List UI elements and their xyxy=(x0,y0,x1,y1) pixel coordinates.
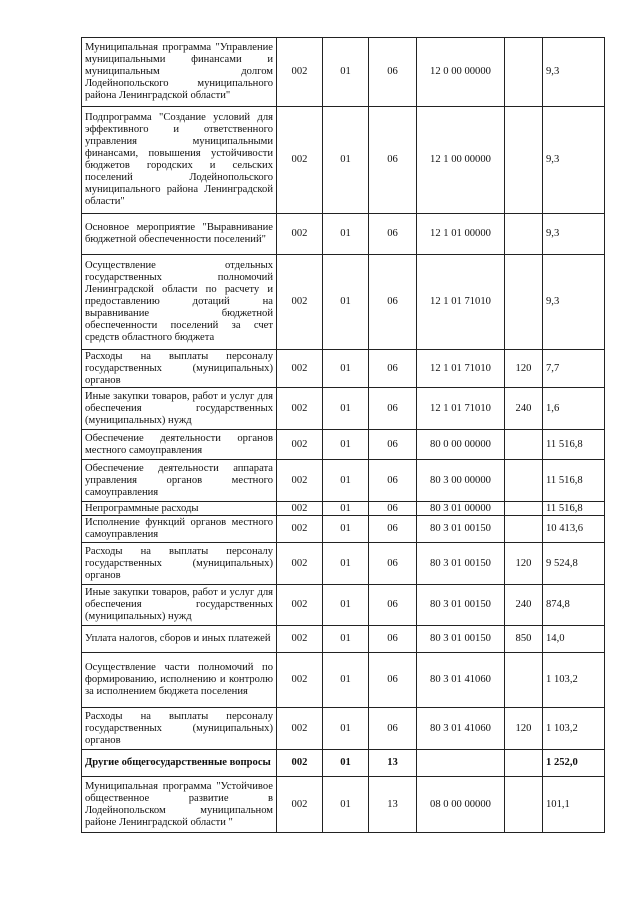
row-sum: 9,3 xyxy=(543,214,605,255)
row-ved: 002 xyxy=(277,543,323,585)
row-name: Обеспечение деятельности аппарата управления органов местного самоуправления xyxy=(82,460,277,502)
row-rz: 01 xyxy=(323,585,369,626)
table-row xyxy=(82,255,605,350)
row-sum: 7,7 xyxy=(543,350,605,388)
row-pr: 06 xyxy=(369,38,417,107)
row-pr: 13 xyxy=(369,750,417,777)
row-rz: 01 xyxy=(323,708,369,750)
table-row xyxy=(82,653,605,708)
table-row xyxy=(82,38,605,107)
row-rz: 01 xyxy=(323,350,369,388)
row-pr: 06 xyxy=(369,653,417,708)
table-row xyxy=(82,388,605,430)
row-vr xyxy=(505,214,543,255)
table-row xyxy=(82,350,605,388)
row-rz: 01 xyxy=(323,388,369,430)
row-ved: 002 xyxy=(277,107,323,214)
row-csr: 80 3 01 41060 xyxy=(417,653,505,708)
row-pr: 06 xyxy=(369,502,417,516)
row-sum: 9 524,8 xyxy=(543,543,605,585)
row-rz: 01 xyxy=(323,516,369,543)
budget-table xyxy=(81,37,605,833)
row-name: Исполнение функций органов местного самоуправления xyxy=(82,516,277,543)
row-ved: 002 xyxy=(277,388,323,430)
row-csr: 80 0 00 00000 xyxy=(417,430,505,460)
table-row xyxy=(82,626,605,653)
row-ved: 002 xyxy=(277,708,323,750)
row-rz: 01 xyxy=(323,460,369,502)
table-row xyxy=(82,777,605,833)
table-row xyxy=(82,460,605,502)
row-pr: 06 xyxy=(369,516,417,543)
row-name: Расходы на выплаты персоналу государственных (муниципальных) органов xyxy=(82,350,277,388)
row-sum: 9,3 xyxy=(543,255,605,350)
row-pr: 06 xyxy=(369,430,417,460)
row-name: Муниципальная программа "Устойчивое общественное развитие в Лодейнопольском муниципальном районе Ленинградской области " xyxy=(82,777,277,833)
row-csr: 08 0 00 00000 xyxy=(417,777,505,833)
row-csr: 80 3 01 41060 xyxy=(417,708,505,750)
row-ved: 002 xyxy=(277,38,323,107)
row-name: Основное мероприятие "Выравнивание бюджетной обеспеченности поселений" xyxy=(82,214,277,255)
row-vr xyxy=(505,38,543,107)
row-csr: 12 1 01 00000 xyxy=(417,214,505,255)
row-vr: 240 xyxy=(505,388,543,430)
row-csr: 12 1 01 71010 xyxy=(417,255,505,350)
row-rz: 01 xyxy=(323,502,369,516)
row-pr: 06 xyxy=(369,388,417,430)
row-ved: 002 xyxy=(277,777,323,833)
row-rz: 01 xyxy=(323,430,369,460)
row-sum: 1 103,2 xyxy=(543,653,605,708)
row-csr: 12 0 00 00000 xyxy=(417,38,505,107)
row-ved: 002 xyxy=(277,214,323,255)
row-ved: 002 xyxy=(277,502,323,516)
row-sum: 10 413,6 xyxy=(543,516,605,543)
row-vr: 120 xyxy=(505,543,543,585)
row-vr: 120 xyxy=(505,350,543,388)
row-pr: 06 xyxy=(369,460,417,502)
row-name: Расходы на выплаты персоналу государственных (муниципальных) органов xyxy=(82,708,277,750)
row-rz: 01 xyxy=(323,750,369,777)
row-sum: 11 516,8 xyxy=(543,460,605,502)
table-row xyxy=(82,214,605,255)
row-pr: 06 xyxy=(369,107,417,214)
table-row-section xyxy=(82,750,605,777)
row-rz: 01 xyxy=(323,653,369,708)
row-name: Расходы на выплаты персоналу государственных (муниципальных) органов xyxy=(82,543,277,585)
row-name: Подпрограмма "Создание условий для эффективного и ответственного управления муниципальными финансами, повышения устойчивости бюджетов городских и сельских поселений Лодейнопольского муниципального района Ленинградской области" xyxy=(82,107,277,214)
row-name: Другие общегосударственные вопросы xyxy=(82,750,277,777)
row-pr: 06 xyxy=(369,708,417,750)
row-vr: 850 xyxy=(505,626,543,653)
row-vr: 240 xyxy=(505,585,543,626)
row-csr: 80 3 01 00150 xyxy=(417,543,505,585)
row-rz: 01 xyxy=(323,255,369,350)
row-pr: 06 xyxy=(369,543,417,585)
row-rz: 01 xyxy=(323,38,369,107)
table-row xyxy=(82,585,605,626)
row-rz: 01 xyxy=(323,543,369,585)
table-row xyxy=(82,708,605,750)
row-vr xyxy=(505,430,543,460)
table-row xyxy=(82,502,605,516)
row-csr: 80 3 01 00150 xyxy=(417,516,505,543)
row-ved: 002 xyxy=(277,430,323,460)
row-csr xyxy=(417,750,505,777)
row-vr xyxy=(505,107,543,214)
row-sum: 9,3 xyxy=(543,107,605,214)
row-vr xyxy=(505,516,543,543)
table-row xyxy=(82,516,605,543)
row-pr: 06 xyxy=(369,626,417,653)
row-sum: 1 103,2 xyxy=(543,708,605,750)
row-pr: 06 xyxy=(369,585,417,626)
row-vr xyxy=(505,460,543,502)
row-name: Осуществление части полномочий по формированию, исполнению и контролю за исполнением бюджета поселения xyxy=(82,653,277,708)
row-rz: 01 xyxy=(323,107,369,214)
row-name: Непрограммные расходы xyxy=(82,502,277,516)
row-vr: 120 xyxy=(505,708,543,750)
row-vr xyxy=(505,255,543,350)
row-name: Муниципальная программа "Управление муниципальными финансами и муниципальным долгом Лодейнопольского муниципального района Ленинградской области" xyxy=(82,38,277,107)
row-name: Иные закупки товаров, работ и услуг для обеспечения государственных (муниципальных) нужд xyxy=(82,388,277,430)
table-row xyxy=(82,430,605,460)
row-pr: 06 xyxy=(369,255,417,350)
row-csr: 12 1 00 00000 xyxy=(417,107,505,214)
row-sum: 1 252,0 xyxy=(543,750,605,777)
row-vr xyxy=(505,750,543,777)
row-pr: 06 xyxy=(369,214,417,255)
row-ved: 002 xyxy=(277,750,323,777)
row-sum: 101,1 xyxy=(543,777,605,833)
row-csr: 80 3 01 00150 xyxy=(417,626,505,653)
row-sum: 874,8 xyxy=(543,585,605,626)
row-vr xyxy=(505,777,543,833)
row-sum: 11 516,8 xyxy=(543,430,605,460)
row-ved: 002 xyxy=(277,653,323,708)
row-vr xyxy=(505,653,543,708)
row-sum: 11 516,8 xyxy=(543,502,605,516)
row-pr: 06 xyxy=(369,350,417,388)
budget-table-body xyxy=(82,38,605,833)
table-row xyxy=(82,107,605,214)
row-sum: 14,0 xyxy=(543,626,605,653)
row-ved: 002 xyxy=(277,350,323,388)
row-sum: 1,6 xyxy=(543,388,605,430)
row-ved: 002 xyxy=(277,460,323,502)
row-rz: 01 xyxy=(323,626,369,653)
row-rz: 01 xyxy=(323,777,369,833)
row-sum: 9,3 xyxy=(543,38,605,107)
table-row xyxy=(82,543,605,585)
row-csr: 12 1 01 71010 xyxy=(417,350,505,388)
row-csr: 80 3 01 00000 xyxy=(417,502,505,516)
row-ved: 002 xyxy=(277,626,323,653)
row-ved: 002 xyxy=(277,516,323,543)
row-ved: 002 xyxy=(277,255,323,350)
row-vr xyxy=(505,502,543,516)
row-name: Иные закупки товаров, работ и услуг для обеспечения государственных (муниципальных) нужд xyxy=(82,585,277,626)
row-name: Уплата налогов, сборов и иных платежей xyxy=(82,626,277,653)
row-csr: 80 3 01 00150 xyxy=(417,585,505,626)
row-pr: 13 xyxy=(369,777,417,833)
row-ved: 002 xyxy=(277,585,323,626)
row-name: Осуществление отдельных государственных полномочий Ленинградской области по расчету и предоставлению дотаций на выравнивание бюджетной обеспеченности поселений за счет средств областного бюджета xyxy=(82,255,277,350)
row-name: Обеспечение деятельности органов местного самоуправления xyxy=(82,430,277,460)
row-rz: 01 xyxy=(323,214,369,255)
row-csr: 80 3 00 00000 xyxy=(417,460,505,502)
row-csr: 12 1 01 71010 xyxy=(417,388,505,430)
